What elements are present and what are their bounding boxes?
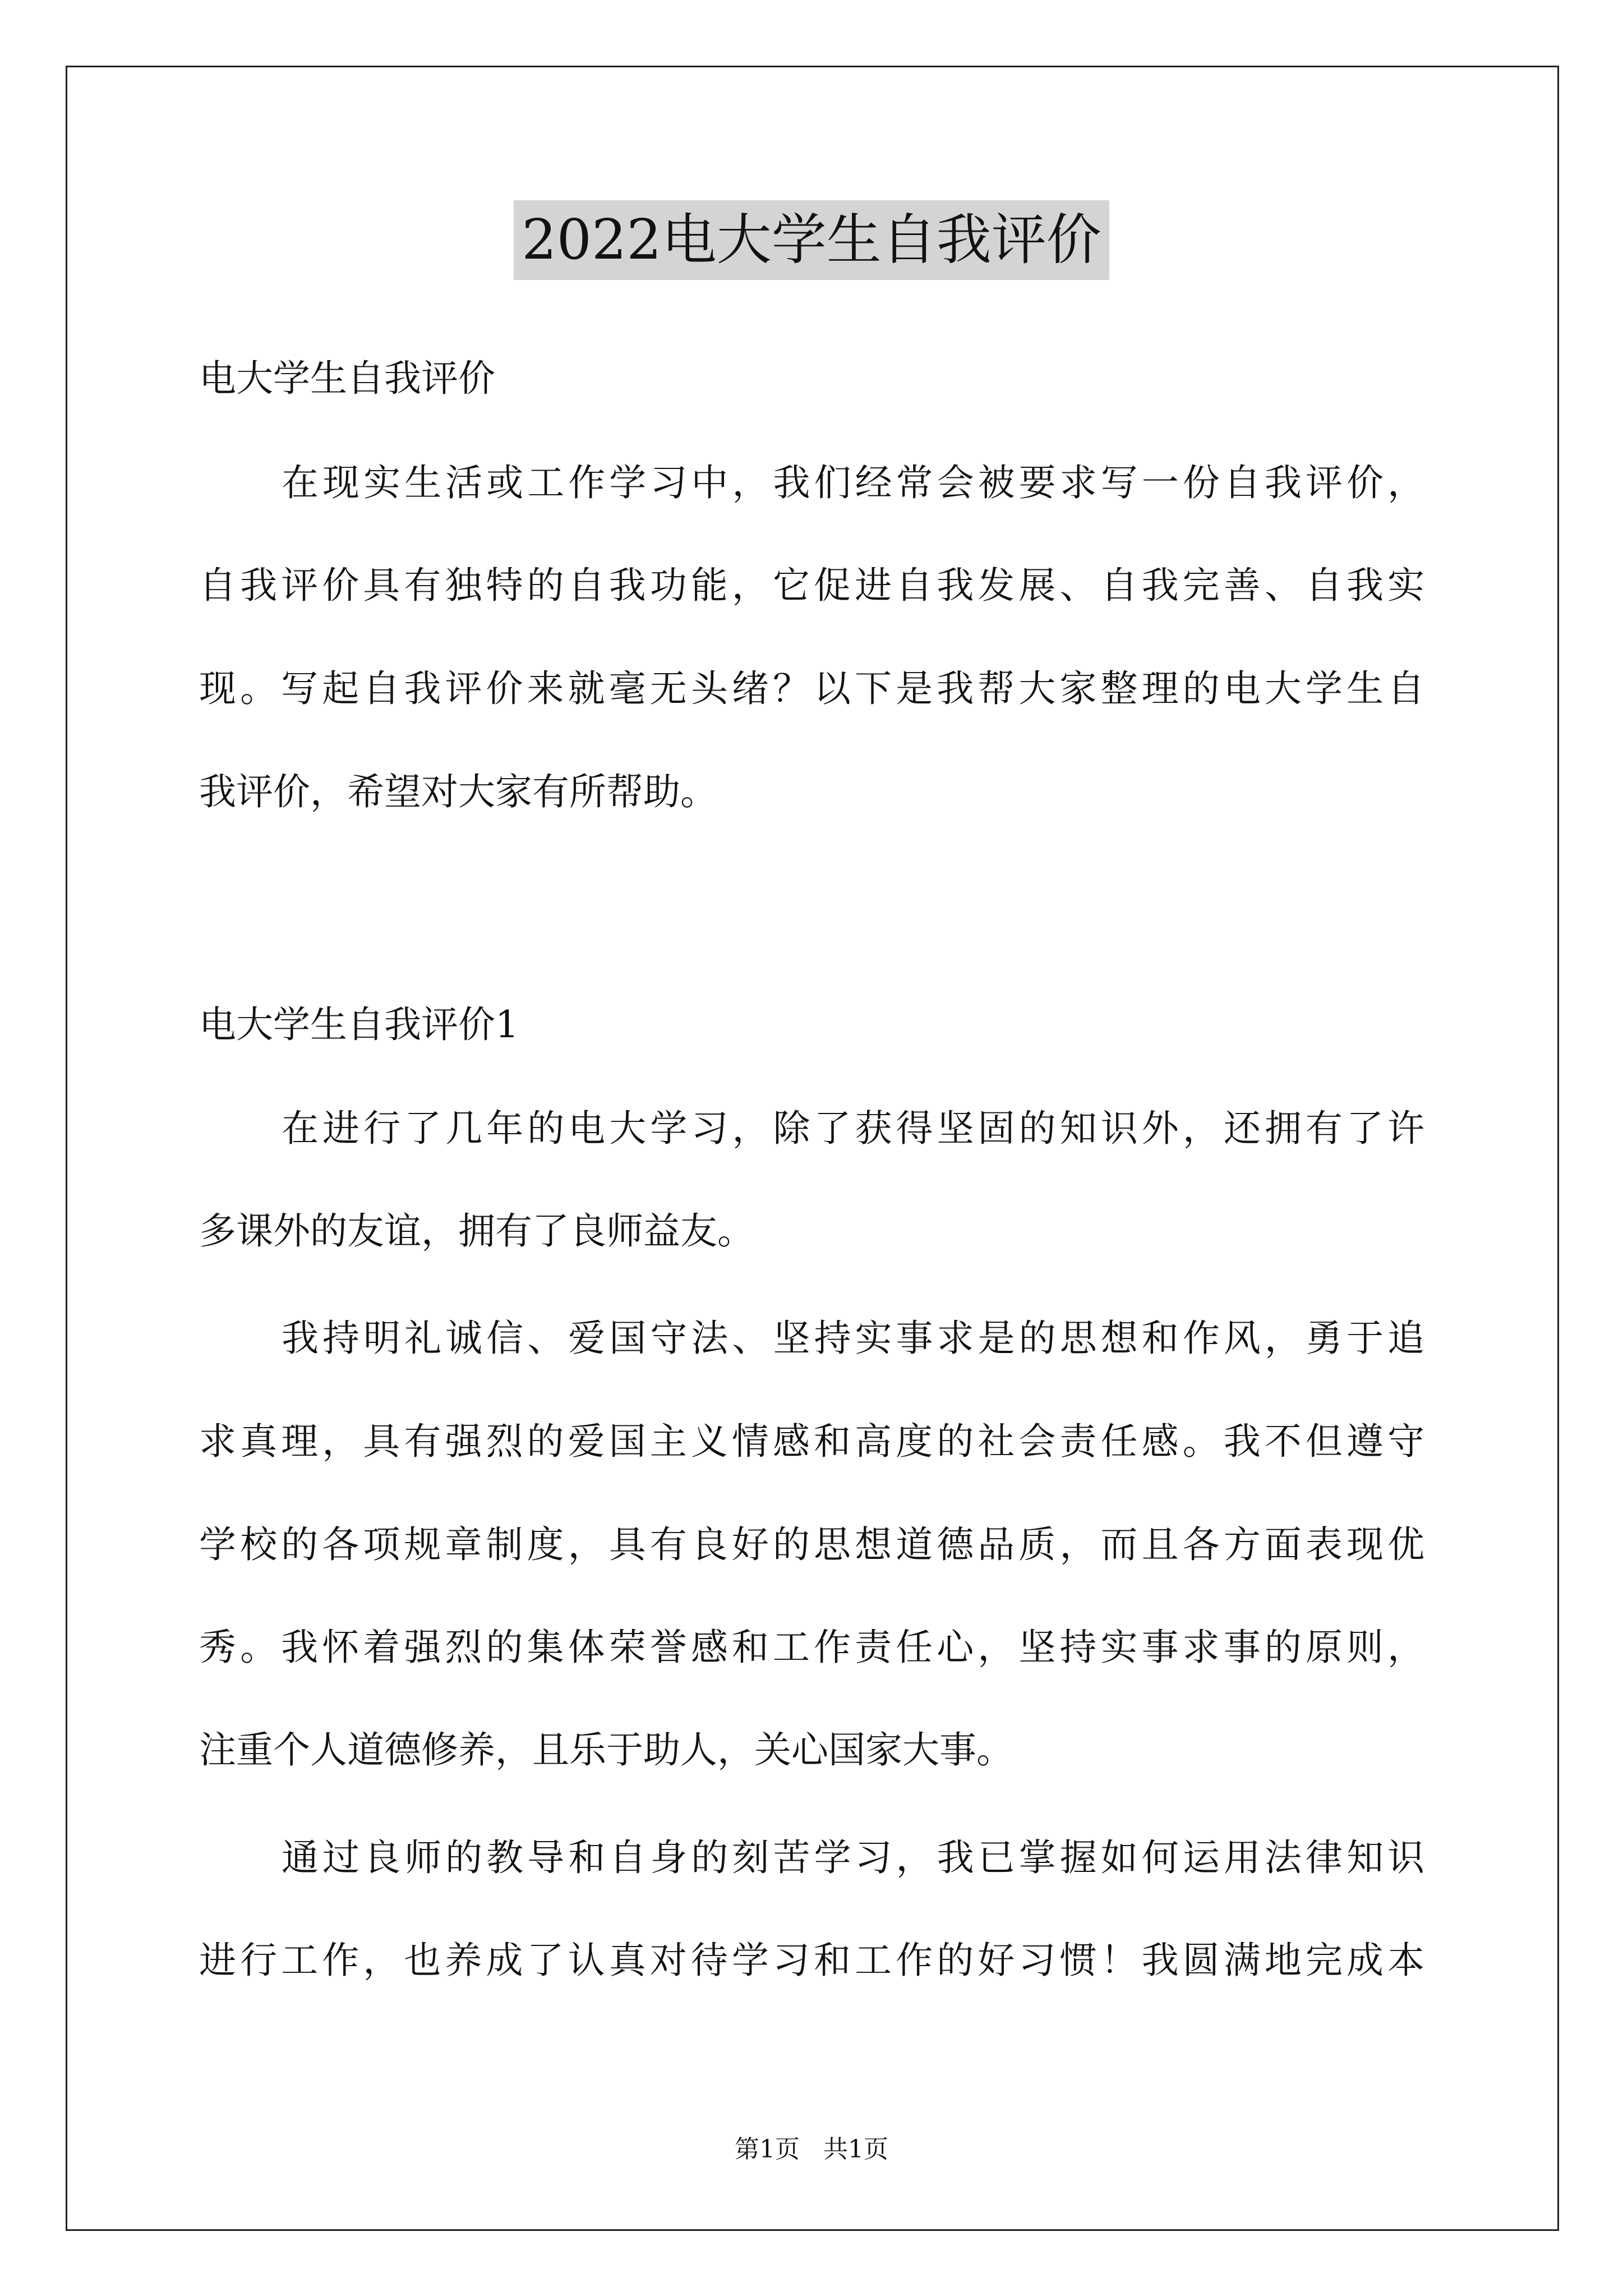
page-footer: 第1页 共1页 [735,2135,888,2164]
section-heading: 电大学生自我评价 [199,357,495,400]
paragraph-line: 现。写起自我评价来就毫无头绪？以下是我帮大家整理的电大学生自 [199,667,1424,710]
paragraph-line: 求真理，具有强烈的爱国主义情感和高度的社会责任感。我不但遵守 [199,1420,1424,1463]
paragraph-line: 在进行了几年的电大学习，除了获得坚固的知识外，还拥有了许 [282,1107,1424,1150]
paragraph-line: 我评价，希望对大家有所帮助。 [199,770,717,813]
paragraph-line: 多课外的友谊，拥有了良师益友。 [199,1209,754,1253]
paragraph-line: 在现实生活或工作学习中，我们经常会被要求写一份自我评价， [282,461,1424,504]
section-heading: 电大学生自我评价1 [199,1003,519,1046]
document-title: 2022电大学生自我评价 [514,200,1109,280]
title-container [0,200,1623,280]
paragraph-line: 我持明礼诚信、爱国守法、坚持实事求是的思想和作风，勇于追 [282,1317,1424,1360]
paragraph-line: 通过良师的教导和自身的刻苦学习，我已掌握如何运用法律知识 [282,1836,1424,1879]
paragraph-line: 自我评价具有独特的自我功能，它促进自我发展、自我完善、自我实 [199,564,1424,607]
paragraph-line: 学校的各项规章制度，具有良好的思想道德品质，而且各方面表现优 [199,1523,1424,1566]
paragraph-line: 秀。我怀着强烈的集体荣誉感和工作责任心，坚持实事求事的原则， [199,1626,1424,1669]
paragraph-line: 进行工作，也养成了认真对待学习和工作的好习惯！我圆满地完成本 [199,1939,1424,1982]
paragraph-line: 注重个人道德修养，且乐于助人，关心国家大事。 [199,1728,1013,1772]
